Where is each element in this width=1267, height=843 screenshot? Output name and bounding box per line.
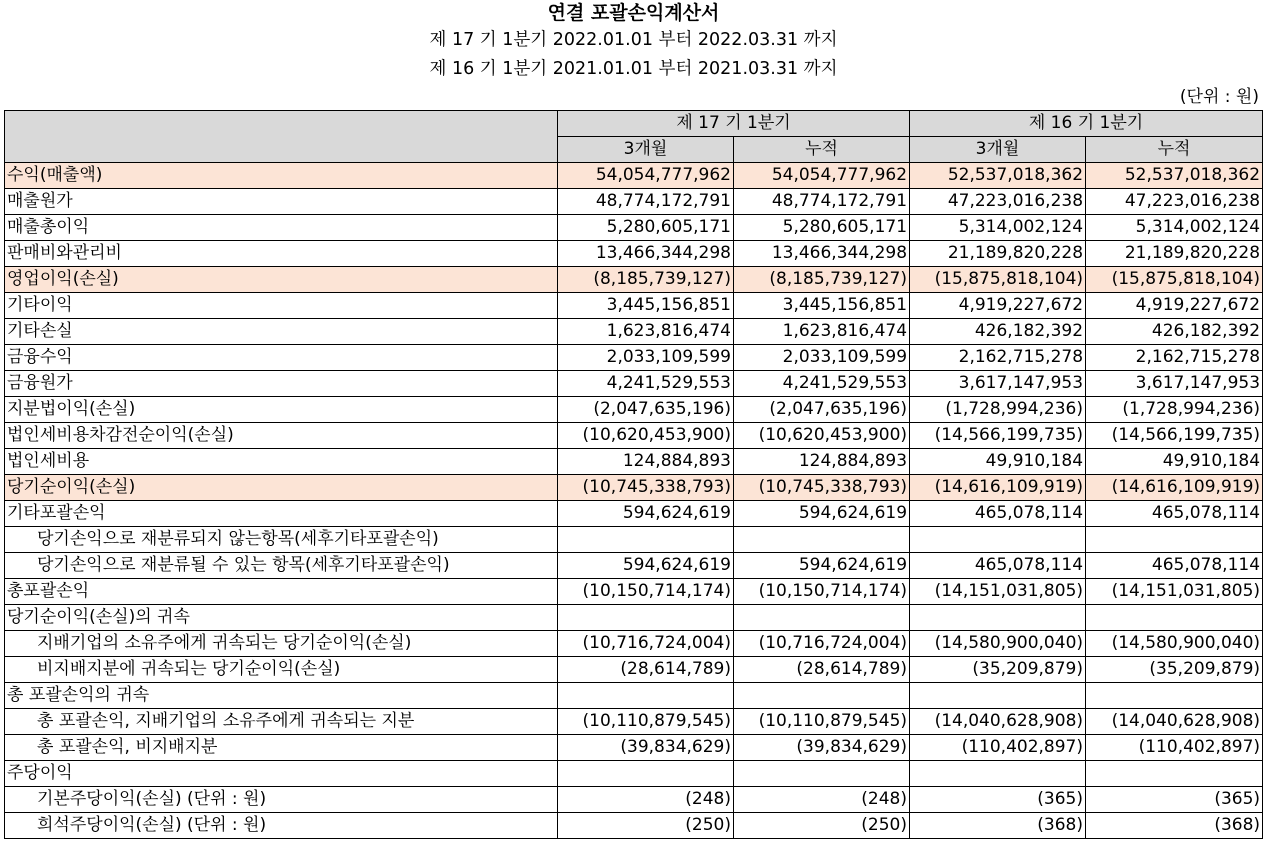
value-cell: (39,834,629) [558,735,734,761]
value-cell [734,683,910,709]
value-cell: (368) [1086,813,1263,839]
value-cell: 2,033,109,599 [558,345,734,371]
value-cell: (2,047,635,196) [558,397,734,423]
header-3months-current: 3개월 [558,137,734,163]
row-label: 법인세비용차감전순이익(손실) [5,423,558,449]
value-cell: 5,314,002,124 [910,215,1086,241]
row-label: 비지배지분에 귀속되는 당기순이익(손실) [5,657,558,683]
row-label: 총포괄손익 [5,579,558,605]
value-cell: (14,616,109,919) [910,475,1086,501]
value-cell: 426,182,392 [910,319,1086,345]
value-cell: 48,774,172,791 [734,189,910,215]
value-cell: (8,185,739,127) [558,267,734,293]
row-label: 금융수익 [5,345,558,371]
row-label: 기타손실 [5,319,558,345]
value-cell: (39,834,629) [734,735,910,761]
value-cell: 4,919,227,672 [1086,293,1263,319]
value-cell: (250) [734,813,910,839]
table-row [5,787,1263,813]
table-row [5,813,1263,839]
row-label: 기타포괄손익 [5,501,558,527]
value-cell: 3,617,147,953 [910,371,1086,397]
value-cell: (10,745,338,793) [558,475,734,501]
value-cell: (368) [910,813,1086,839]
value-cell: 426,182,392 [1086,319,1263,345]
table-row [5,475,1263,501]
value-cell: 54,054,777,962 [558,163,734,189]
table-row [5,709,1263,735]
header-3months-prior: 3개월 [910,137,1086,163]
income-statement-table [4,110,1263,839]
table-row [5,163,1263,189]
value-cell: (14,040,628,908) [910,709,1086,735]
value-cell [734,761,910,787]
value-cell: 4,919,227,672 [910,293,1086,319]
value-cell: 4,241,529,553 [558,371,734,397]
row-label: 기타이익 [5,293,558,319]
table-row [5,215,1263,241]
row-label: 당기순이익(손실)의 귀속 [5,605,558,631]
table-row [5,735,1263,761]
value-cell: (10,745,338,793) [734,475,910,501]
table-row [5,553,1263,579]
header-period-17: 제 17 기 1분기 [558,111,910,137]
value-cell [1086,605,1263,631]
value-cell: (15,875,818,104) [910,267,1086,293]
value-cell [910,761,1086,787]
value-cell: 13,466,344,298 [558,241,734,267]
value-cell [558,683,734,709]
value-cell: (10,716,724,004) [558,631,734,657]
table-row [5,657,1263,683]
value-cell [558,527,734,553]
table-row [5,501,1263,527]
statement-body [5,163,1263,839]
value-cell: (14,151,031,805) [910,579,1086,605]
row-label: 금융원가 [5,371,558,397]
table-row [5,527,1263,553]
value-cell: 48,774,172,791 [558,189,734,215]
value-cell: (1,728,994,236) [910,397,1086,423]
row-label: 총 포괄손익, 비지배지분 [5,735,558,761]
value-cell: (248) [558,787,734,813]
value-cell: 5,280,605,171 [734,215,910,241]
period-prior: 제 16 기 1분기 2021.01.01 부터 2021.03.31 까지 [429,59,838,79]
table-row [5,579,1263,605]
value-cell: (365) [910,787,1086,813]
value-cell: (1,728,994,236) [1086,397,1263,423]
value-cell: 49,910,184 [1086,449,1263,475]
value-cell: (14,580,900,040) [1086,631,1263,657]
value-cell [1086,527,1263,553]
value-cell: (10,620,453,900) [734,423,910,449]
header-blank [5,111,558,163]
value-cell: 465,078,114 [910,501,1086,527]
row-label: 지분법이익(손실) [5,397,558,423]
value-cell: 465,078,114 [910,553,1086,579]
value-cell: 1,623,816,474 [558,319,734,345]
value-cell: 47,223,016,238 [1086,189,1263,215]
row-label: 기본주당이익(손실) (단위 : 원) [5,787,558,813]
value-cell: (35,209,879) [910,657,1086,683]
row-label: 법인세비용 [5,449,558,475]
row-label: 총 포괄손익의 귀속 [5,683,558,709]
value-cell: (14,580,900,040) [910,631,1086,657]
value-cell: 49,910,184 [910,449,1086,475]
value-cell: 5,280,605,171 [558,215,734,241]
row-label: 당기손익으로 재분류되지 않는항목(세후기타포괄손익) [5,527,558,553]
value-cell: (365) [1086,787,1263,813]
table-row [5,345,1263,371]
value-cell: 47,223,016,238 [910,189,1086,215]
row-label: 지배기업의 소유주에게 귀속되는 당기순이익(손실) [5,631,558,657]
value-cell: (110,402,897) [910,735,1086,761]
value-cell: (248) [734,787,910,813]
header-cumulative-prior: 누적 [1086,137,1263,163]
value-cell: (10,110,879,545) [734,709,910,735]
table-row [5,423,1263,449]
table-row [5,631,1263,657]
statement-title: 연결 포괄손익계산서 [547,2,720,24]
value-cell [910,683,1086,709]
value-cell [910,527,1086,553]
value-cell: (2,047,635,196) [734,397,910,423]
row-label: 희석주당이익(손실) (단위 : 원) [5,813,558,839]
value-cell: (10,150,714,174) [734,579,910,605]
header-period-16: 제 16 기 1분기 [910,111,1263,137]
value-cell: 594,624,619 [558,501,734,527]
table-row [5,605,1263,631]
value-cell: 1,623,816,474 [734,319,910,345]
value-cell: (14,566,199,735) [1086,423,1263,449]
table-row [5,241,1263,267]
header-cumulative-current: 누적 [734,137,910,163]
value-cell [558,605,734,631]
value-cell: (10,620,453,900) [558,423,734,449]
value-cell: 594,624,619 [734,553,910,579]
table-row [5,319,1263,345]
value-cell [1086,761,1263,787]
value-cell: (14,566,199,735) [910,423,1086,449]
row-label: 매출원가 [5,189,558,215]
table-row [5,371,1263,397]
value-cell: (110,402,897) [1086,735,1263,761]
value-cell: 465,078,114 [1086,553,1263,579]
period-current: 제 17 기 1분기 2022.01.01 부터 2022.03.31 까지 [429,30,838,50]
table-row [5,449,1263,475]
value-cell: (35,209,879) [1086,657,1263,683]
row-label: 총 포괄손익, 지배기업의 소유주에게 귀속되는 지분 [5,709,558,735]
value-cell: (10,110,879,545) [558,709,734,735]
unit-label: (단위 : 원) [1179,87,1259,107]
table-row [5,293,1263,319]
row-label: 판매비와관리비 [5,241,558,267]
value-cell: 3,445,156,851 [734,293,910,319]
value-cell [734,527,910,553]
value-cell: (10,150,714,174) [558,579,734,605]
value-cell [1086,683,1263,709]
value-cell: 124,884,893 [734,449,910,475]
value-cell: 3,445,156,851 [558,293,734,319]
row-label: 당기순이익(손실) [5,475,558,501]
value-cell: (10,716,724,004) [734,631,910,657]
value-cell: (28,614,789) [734,657,910,683]
value-cell: 465,078,114 [1086,501,1263,527]
row-label: 수익(매출액) [5,163,558,189]
table-row [5,761,1263,787]
value-cell: 4,241,529,553 [734,371,910,397]
value-cell: (8,185,739,127) [734,267,910,293]
value-cell: 13,466,344,298 [734,241,910,267]
table-row [5,189,1263,215]
value-cell: (15,875,818,104) [1086,267,1263,293]
value-cell: 2,033,109,599 [734,345,910,371]
value-cell: (14,040,628,908) [1086,709,1263,735]
value-cell: 52,537,018,362 [1086,163,1263,189]
table-row [5,683,1263,709]
value-cell [734,605,910,631]
value-cell: 52,537,018,362 [910,163,1086,189]
value-cell: (14,616,109,919) [1086,475,1263,501]
value-cell [558,761,734,787]
value-cell: 2,162,715,278 [1086,345,1263,371]
row-label: 주당이익 [5,761,558,787]
value-cell: 594,624,619 [558,553,734,579]
row-label: 매출총이익 [5,215,558,241]
value-cell: 21,189,820,228 [1086,241,1263,267]
value-cell: (28,614,789) [558,657,734,683]
value-cell: (14,151,031,805) [1086,579,1263,605]
row-label: 영업이익(손실) [5,267,558,293]
value-cell [910,605,1086,631]
value-cell: 594,624,619 [734,501,910,527]
value-cell: 5,314,002,124 [1086,215,1263,241]
value-cell: 21,189,820,228 [910,241,1086,267]
value-cell: 3,617,147,953 [1086,371,1263,397]
value-cell: 2,162,715,278 [910,345,1086,371]
value-cell: (250) [558,813,734,839]
value-cell: 54,054,777,962 [734,163,910,189]
table-row [5,267,1263,293]
row-label: 당기손익으로 재분류될 수 있는 항목(세후기타포괄손익) [5,553,558,579]
table-row [5,397,1263,423]
value-cell: 124,884,893 [558,449,734,475]
